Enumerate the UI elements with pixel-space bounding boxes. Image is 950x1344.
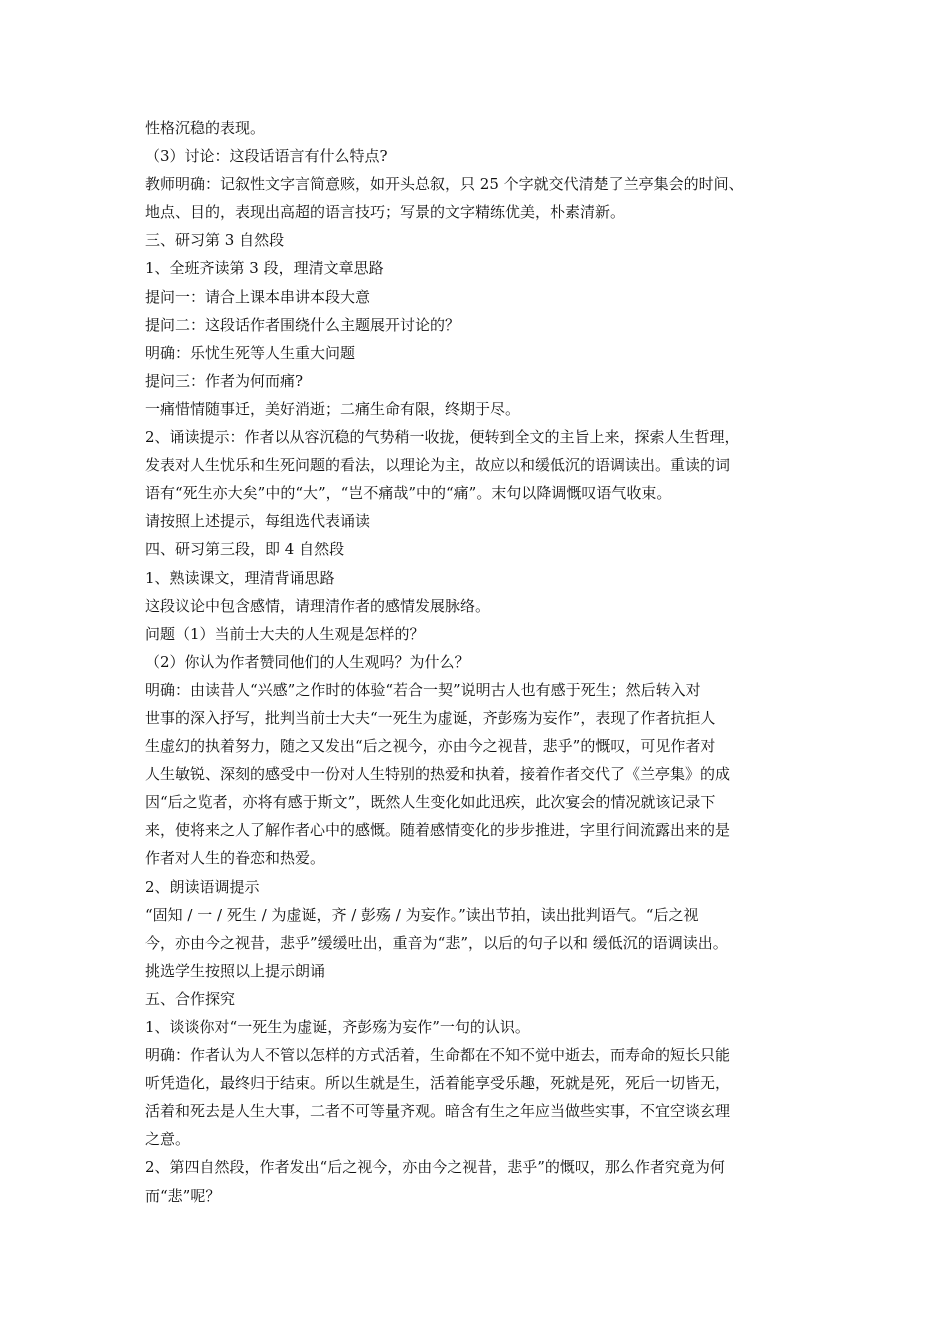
text-line: 听凭造化，最终归于结束。所以生就是生，活着能享受乐趣，死就是死，死后一切皆无， xyxy=(145,1074,731,1093)
text-line: 来，使将来之人了解作者心中的感慨。随着感情变化的步步推进，字里行间流露出来的是 xyxy=(145,821,731,840)
text-line: （2）你认为作者赞同他们的人生观吗？为什么？ xyxy=(145,652,470,671)
text-line: 提问二：这段话作者围绕什么主题展开讨论的？ xyxy=(145,315,461,334)
text-line: 语有“死生亦大矣”中的“大”，“岂不痛哉”中的“痛”。末句以降调慨叹语气收束。 xyxy=(145,484,672,503)
text-line: 世事的深入抒写，批判当前士大夫“一死生为虚诞，齐彭殇为妄作”，表现了作者抗拒人 xyxy=(145,708,716,727)
text-line: 提问一：请合上课本串讲本段大意 xyxy=(145,287,371,306)
text-line: 挑选学生按照以上提示朗诵 xyxy=(145,961,326,980)
section-heading: 三、研习第 3 自然段 xyxy=(145,231,285,250)
text-line: 之意。 xyxy=(145,1130,191,1149)
text-line: 教师明确：记叙性文字言简意赅，如开头总叙，只 25 个字就交代清楚了兰亭集会的时间、 xyxy=(145,175,744,194)
text-line: 明确：作者认为人不管以怎样的方式活着，生命都在不知不觉中逝去，而寿命的短长只能 xyxy=(145,1046,731,1065)
text-line: “固知 / 一 / 死生 / 为虚诞，齐 / 彭殇 / 为妄作。”读出节拍，读出批判语气。“后之视 xyxy=(145,905,699,924)
text-line: 明确：由读昔人“兴感”之作时的体验“若合一契”说明古人也有感于死生；然后转入对 xyxy=(145,680,701,699)
text-line: 而“悲”呢？ xyxy=(145,1186,221,1205)
text-line: 1、谈谈你对“一死生为虚诞，齐彭殇为妄作”一句的认识。 xyxy=(145,1018,530,1036)
text-line: 生虚幻的执着努力，随之又发出“后之视今，亦由今之视昔，悲乎”的慨叹，可见作者对 xyxy=(145,737,716,756)
text-line: 2、第四自然段，作者发出“后之视今，亦由今之视昔，悲乎”的慨叹，那么作者究竟为何 xyxy=(145,1158,725,1177)
text-line: 2、朗读语调提示 xyxy=(145,877,260,896)
text-line: 2、诵读提示：作者以从容沉稳的气势稍一收拢，便转到全文的主旨上来，探索人生哲理， xyxy=(145,428,740,447)
text-line: 1、熟读课文，理清背诵思路 xyxy=(145,568,335,587)
text-line: 因“后之览者，亦将有感于斯文”，既然人生变化如此迅疾，此次宴会的情况就该记录下 xyxy=(145,793,716,812)
section-heading: 五、合作探究 xyxy=(145,989,236,1008)
text-line: 人生敏锐、深刻的感受中一份对人生特别的热爱和执着，接着作者交代了《兰亭集》的成 xyxy=(145,765,731,784)
text-line: 一痛惜情随事迁，美好消逝；二痛生命有限，终期于尽。 xyxy=(145,399,521,418)
text-line: 这段议论中包含感情，请理清作者的感情发展脉络。 xyxy=(145,596,491,615)
document-body xyxy=(145,114,815,1210)
text-line: 地点、目的，表现出高超的语言技巧；写景的文字精练优美，朴素清新。 xyxy=(145,203,626,222)
text-line: 提问三：作者为何而痛? xyxy=(145,371,304,390)
text-line: 明确：乐忧生死等人生重大问题 xyxy=(145,343,356,362)
text-line: 活着和死去是人生大事，二者不可等量齐观。暗含有生之年应当做些实事，不宜空谈玄理 xyxy=(145,1102,731,1121)
text-line: （3）讨论：这段话语言有什么特点? xyxy=(145,147,388,166)
text-line: 性格沉稳的表现。 xyxy=(145,119,266,137)
text-line: 发表对人生忧乐和生死问题的看法，以理论为主，故应以和缓低沉的语调读出。重读的词 xyxy=(145,456,731,475)
text-line: 1、全班齐读第 3 段，理清文章思路 xyxy=(145,259,384,278)
section-heading: 四、研习第三段，即 4 自然段 xyxy=(145,540,345,559)
text-line: 今，亦由今之视昔，悲乎”缓缓吐出，重音为“悲”，以后的句子以和 缓低沉的语调读出。 xyxy=(145,933,728,952)
text-line: 作者对人生的眷恋和热爱。 xyxy=(145,849,326,868)
text-line: 请按照上述提示，每组选代表诵读 xyxy=(145,512,371,531)
text-line: 问题（1）当前士大夫的人生观是怎样的？ xyxy=(145,624,425,643)
